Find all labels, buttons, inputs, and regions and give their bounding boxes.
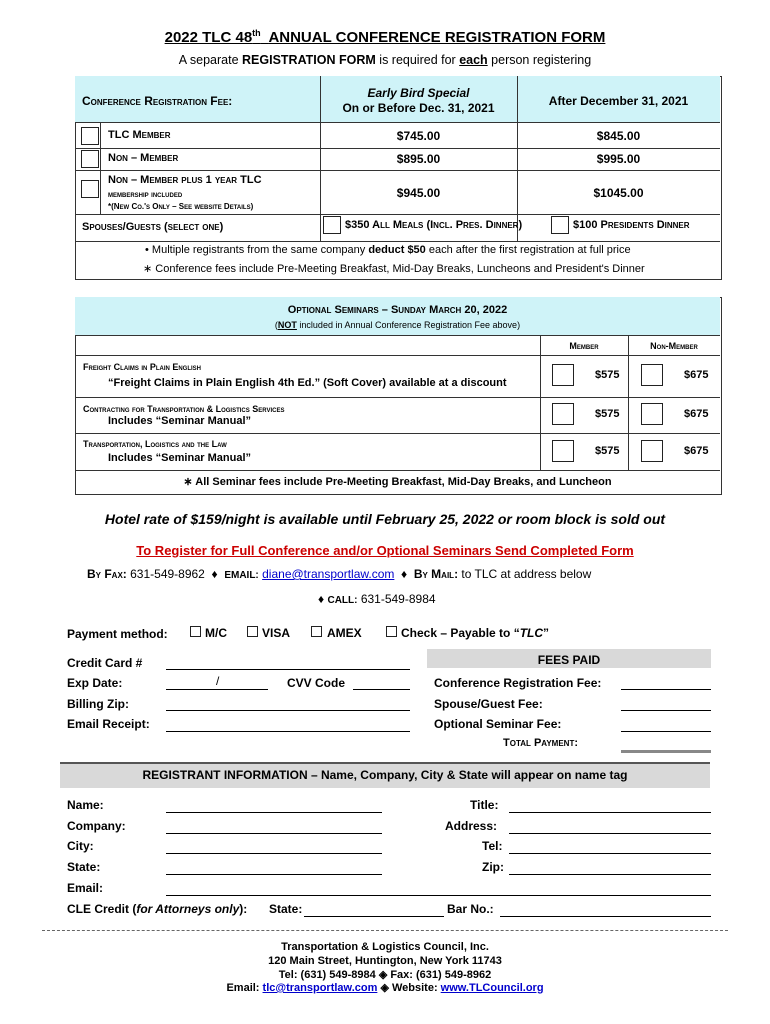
cle-state-label: State: [269, 902, 303, 916]
diamond-icon: ♦ [211, 567, 218, 581]
email-input[interactable] [166, 895, 711, 896]
diamond-icon: ♦ [318, 592, 325, 606]
multiple-registrants-note: • Multiple registrants from the same company deduct $50 each after the first registration at full price [145, 244, 631, 256]
call-number: 631-549-8984 [360, 592, 436, 606]
seminar-2-member-price: $575 [595, 408, 620, 420]
member-column-header: Member [569, 341, 599, 351]
zip-input[interactable] [509, 874, 711, 875]
city-label: City: [67, 839, 94, 853]
new-co-note: *(New Co.'s Only – See website Details) [108, 202, 254, 211]
spouses-guests-label: Spouses/Guests (select one) [82, 221, 224, 233]
tel-input[interactable] [509, 853, 711, 854]
email-receipt-label: Email Receipt: [67, 717, 150, 731]
seminar-2-nonmember-checkbox[interactable] [641, 403, 663, 425]
footer-website-link[interactable]: www.TLCouncil.org [440, 982, 544, 994]
exp-date-input[interactable] [166, 689, 268, 690]
visa-option: VISA [262, 626, 291, 640]
seminar-2-title: Contracting for Transportation & Logistics Services [83, 404, 285, 414]
seminar-3-nonmember-price: $675 [684, 445, 709, 457]
total-payment-input[interactable] [621, 750, 711, 753]
tlc-member-checkbox[interactable] [81, 127, 99, 145]
conference-fee-paid-label: Conference Registration Fee: [434, 676, 602, 690]
total-payment-label: Total Payment: [503, 737, 578, 749]
hotel-rate-notice: Hotel rate of $159/night is available until February 25, 2022 or room block is sold out [104, 511, 666, 527]
mc-option: M/C [205, 626, 227, 640]
tlc-member-early-price: $745.00 [396, 129, 441, 143]
spouse-fee-paid-input[interactable] [621, 710, 711, 711]
seminar-3-nonmember-checkbox[interactable] [641, 440, 663, 462]
non-member-label: Non – Member [108, 152, 179, 164]
page-title: 2022 TLC 48th ANNUAL CONFERENCE REGISTRATION FORM [164, 28, 606, 46]
company-input[interactable] [166, 833, 382, 834]
seminars-title: Optional Seminars – Sunday March 20, 2022 [287, 304, 508, 316]
conference-fees-note: ∗ Conference fees include Pre-Meeting Breakfast, Mid-Day Breaks, Luncheons and President's Dinner [143, 263, 645, 275]
name-input[interactable] [166, 812, 382, 813]
seminar-3-member-checkbox[interactable] [552, 440, 574, 462]
state-input[interactable] [166, 874, 382, 875]
seminar-1-nonmember-price: $675 [684, 369, 709, 381]
amex-checkbox[interactable] [311, 626, 322, 637]
footer-phones: Tel: (631) 549-8984 ◈ Fax: (631) 549-8962 [278, 969, 492, 981]
cle-credit-label: CLE Credit (for Attorneys only): [67, 902, 248, 916]
exp-date-slash: / [216, 674, 220, 688]
seminar-1-member-checkbox[interactable] [552, 364, 574, 386]
seminar-2-subtitle: Includes “Seminar Manual” [108, 415, 252, 427]
cle-state-input[interactable] [304, 916, 444, 917]
credit-card-label: Credit Card # [67, 656, 143, 670]
seminar-2-nonmember-price: $675 [684, 408, 709, 420]
email-link[interactable]: diane@transportlaw.com [262, 567, 395, 581]
footer-email-link[interactable]: tlc@transportlaw.com [262, 982, 378, 994]
check-checkbox[interactable] [386, 626, 397, 637]
check-option: Check – Payable to “TLC” [401, 626, 550, 640]
non-member-plus-late-price: $1045.00 [593, 186, 644, 200]
credit-card-input[interactable] [166, 669, 410, 670]
footer-contact: Email: tlc@transportlaw.com ◈ Website: www.TLCouncil.org [226, 982, 544, 994]
seminar-1-nonmember-checkbox[interactable] [641, 364, 663, 386]
amex-option: AMEX [327, 626, 362, 640]
address-input[interactable] [509, 833, 711, 834]
title-label: Title: [470, 798, 499, 812]
footer-org: Transportation & Logistics Council, Inc. [281, 941, 489, 953]
call-line: ♦ CALL: 631-549-8984 [318, 592, 436, 606]
seminar-fee-paid-input[interactable] [621, 731, 711, 732]
fees-paid-title: FEES PAID [537, 653, 601, 667]
seminar-3-member-price: $575 [595, 445, 620, 457]
non-member-checkbox[interactable] [81, 150, 99, 168]
divider [42, 930, 728, 931]
bar-no-label: Bar No.: [447, 902, 494, 916]
tel-label: Tel: [482, 839, 503, 853]
seminar-fees-note: ∗ All Seminar fees include Pre-Meeting Breakfast, Mid-Day Breaks, and Luncheon [183, 476, 612, 488]
nonmember-column-header: Non-Member [650, 341, 698, 351]
spouse-fee-paid-label: Spouse/Guest Fee: [434, 697, 543, 711]
all-meals-option: $350 All Meals (Incl. Pres. Dinner) [345, 219, 523, 231]
zip-label: Zip: [482, 860, 504, 874]
non-member-plus-checkbox[interactable] [81, 180, 99, 198]
seminar-3-title: Transportation, Logistics and the Law [83, 439, 227, 449]
conference-fee-paid-input[interactable] [621, 689, 711, 690]
cvv-label: CVV Code [287, 676, 346, 690]
seminars-not-included-note: (NOT included in Annual Conference Registration Fee above) [274, 320, 521, 330]
name-label: Name: [67, 798, 104, 812]
to-register-heading: To Register for Full Conference and/or Optional Seminars Send Completed Form [136, 543, 634, 558]
seminar-1-title: Freight Claims in Plain English [83, 362, 202, 372]
non-member-plus-label: Non – Member plus 1 year TLC [108, 174, 262, 186]
fax-number: 631-549-8962 [130, 567, 205, 581]
title-input[interactable] [509, 812, 711, 813]
conference-fee-label: Conference Registration Fee: [82, 94, 233, 108]
footer-address: 120 Main Street, Huntington, New York 11743 [268, 955, 502, 967]
non-member-late-price: $995.00 [596, 152, 641, 166]
seminar-1-member-price: $575 [595, 369, 620, 381]
early-bird-heading: Early Bird Special [367, 86, 470, 100]
early-bird-date: On or Before Dec. 31, 2021 [342, 101, 495, 115]
presidents-dinner-checkbox[interactable] [551, 216, 569, 234]
registrant-info-title: REGISTRANT INFORMATION – Name, Company, City & State will appear on name tag [142, 768, 628, 782]
after-date-heading: After December 31, 2021 [548, 94, 689, 108]
diamond-icon: ♦ [401, 567, 408, 581]
company-label: Company: [67, 819, 126, 833]
billing-zip-input[interactable] [166, 710, 410, 711]
tlc-member-label: TLC Member [108, 129, 171, 141]
exp-date-label: Exp Date: [67, 676, 123, 690]
contact-methods: By Fax: 631-549-8962 ♦ EMAIL: diane@transportlaw.com ♦ By Mail: to TLC at address below [87, 567, 592, 581]
email-receipt-input[interactable] [166, 731, 410, 732]
non-member-plus-early-price: $945.00 [396, 186, 441, 200]
address-label: Address: [445, 819, 498, 833]
non-member-early-price: $895.00 [396, 152, 441, 166]
seminar-3-subtitle: Includes “Seminar Manual” [108, 452, 252, 464]
membership-included-label: membership included [108, 189, 183, 199]
mail-instructions: to TLC at address below [461, 567, 592, 581]
presidents-dinner-option: $100 Presidents Dinner [573, 219, 690, 231]
city-input[interactable] [166, 853, 382, 854]
all-meals-checkbox[interactable] [323, 216, 341, 234]
payment-method-label: Payment method: [67, 627, 168, 641]
visa-checkbox[interactable] [247, 626, 258, 637]
cvv-input[interactable] [353, 689, 410, 690]
tlc-member-late-price: $845.00 [596, 129, 641, 143]
bar-no-input[interactable] [500, 916, 711, 917]
mc-checkbox[interactable] [190, 626, 201, 637]
seminar-1-subtitle: “Freight Claims in Plain English 4th Ed.” (Soft Cover) available at a discount [108, 377, 507, 389]
state-label: State: [67, 860, 101, 874]
seminars-header [75, 297, 720, 336]
seminar-fee-paid-label: Optional Seminar Fee: [434, 717, 562, 731]
page-subtitle: A separate REGISTRATION FORM is required for each person registering [178, 53, 592, 67]
seminar-2-member-checkbox[interactable] [552, 403, 574, 425]
email-label: Email: [67, 881, 104, 895]
billing-zip-label: Billing Zip: [67, 697, 129, 711]
